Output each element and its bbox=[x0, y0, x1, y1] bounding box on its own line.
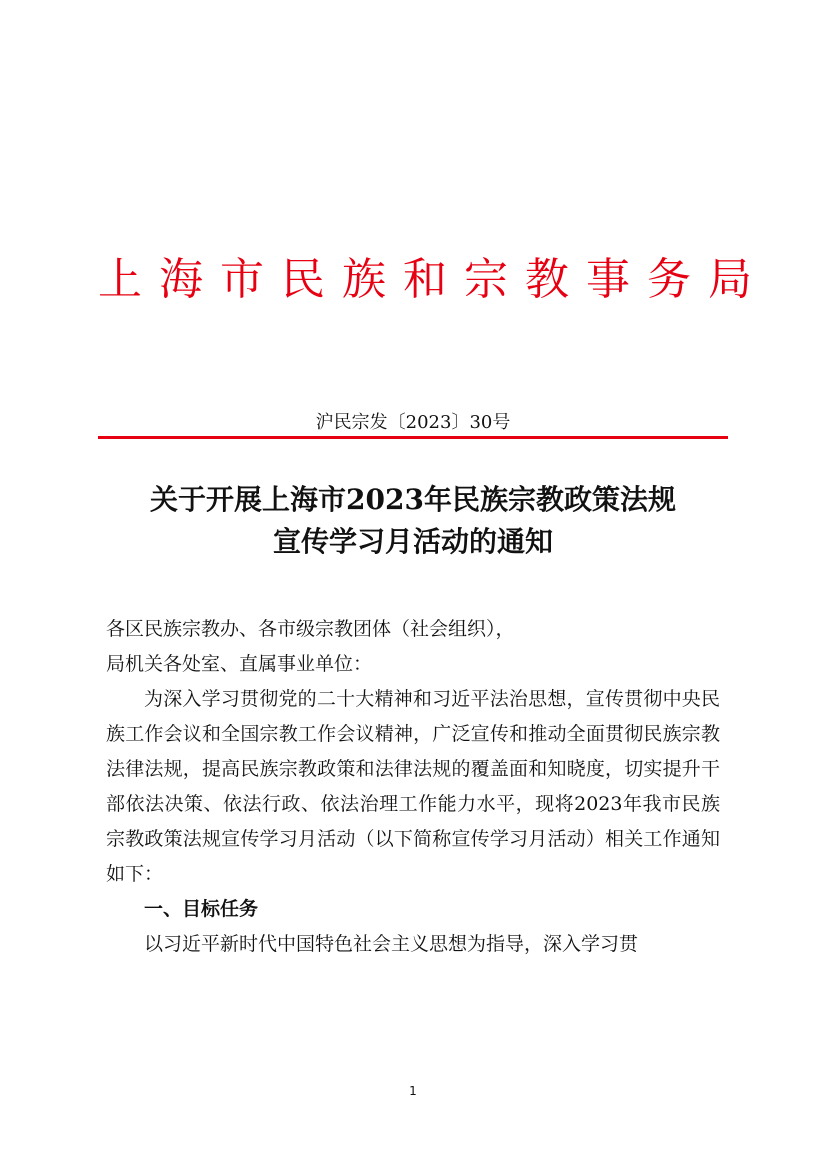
notice-title-line-2: 宣传学习月活动的通知 bbox=[272, 525, 553, 558]
page-number: 1 bbox=[409, 1084, 417, 1098]
recipients-line-1: 各区民族宗教办、各市级宗教团体（社会组织）， bbox=[106, 618, 515, 640]
red-divider bbox=[98, 436, 728, 439]
intro-paragraph: 为深入学习贯彻党的二十大精神和习近平法治思想，宣传贯彻中央民族工作会议和全国宗教工作会议精神，广泛宣传和推动全面贯彻民族宗教法律法规，提高民族宗教政策和法律法规的覆盖面和知晓度，切实提升干部依法决策、依法行政、依法治理工作能力水平，现将2023年我市民族宗教政策法规宣传学习月活动（以下简称宣传学习月活动）相关工作通知如下： bbox=[106, 688, 720, 885]
section-heading: 一、目标任务 bbox=[144, 898, 259, 920]
notice-title bbox=[98, 479, 728, 563]
document-number: 沪民宗发〔2023〕30号 bbox=[315, 412, 511, 433]
organization-header: 上海市民族和宗教事务局 bbox=[98, 254, 769, 305]
notice-title-line-1: 关于开展上海市2023年民族宗教政策法规 bbox=[150, 483, 676, 516]
recipients-line-2: 局机关各处室、直属事业单位： bbox=[106, 653, 373, 675]
section-paragraph: 以习近平新时代中国特色社会主义思想为指导，深入学习贯 bbox=[144, 933, 639, 955]
body-text bbox=[106, 612, 720, 962]
